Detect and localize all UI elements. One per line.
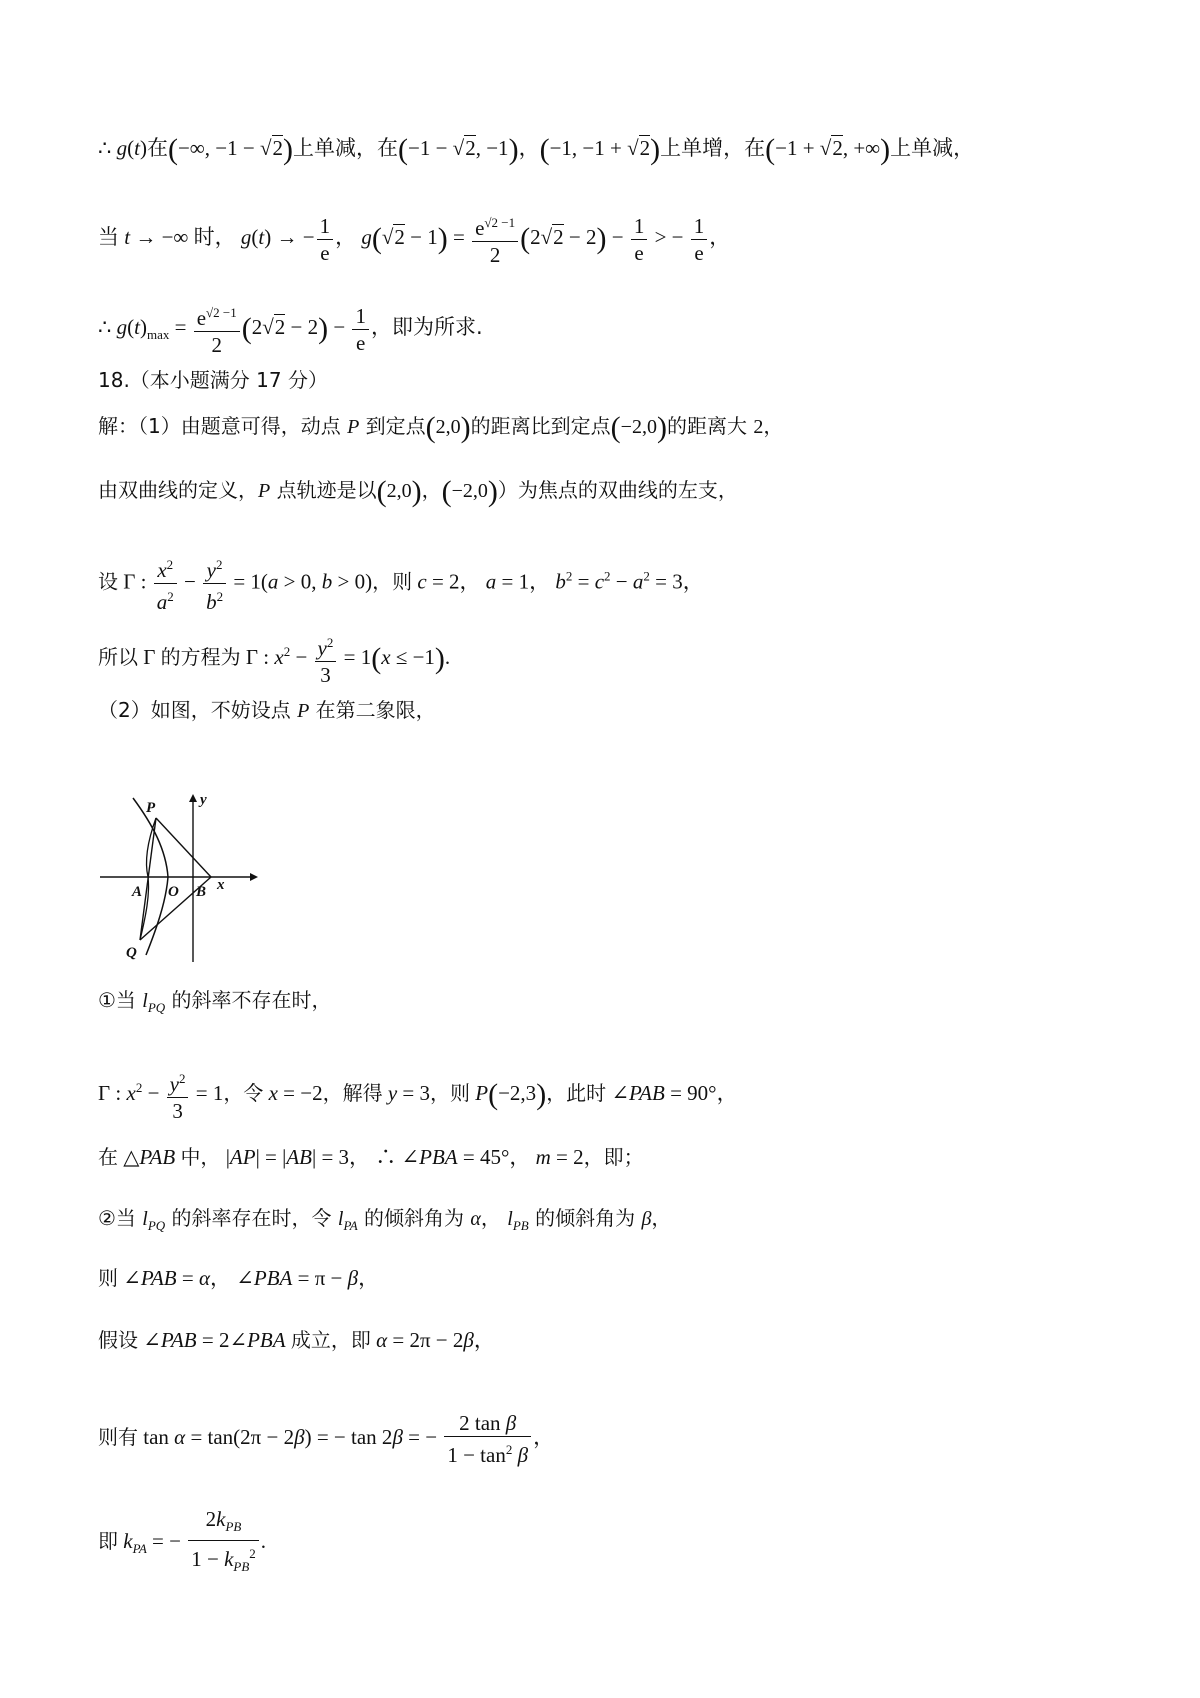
text-line-14: 则 ∠PAB = α， ∠PBA = π − β，: [98, 1266, 380, 1290]
text-line-1: ∴ g(t)在(−∞, −1 − √2)上单减，在(−1 − √2, −1)，(−1, −1 + √2)上单增，在(−1 + √2, +∞)上单减，: [98, 133, 975, 166]
label-q: Q: [126, 945, 137, 961]
y-axis-arrow: [189, 794, 197, 802]
text-line-15: 假设 ∠PAB = 2∠PBA 成立，即 α = 2π − 2β，: [98, 1328, 495, 1352]
text-line-12: 在 △PAB 中， |AP| = |AB| = 3， ∴ ∠PBA = 45°， m = 2，即；: [98, 1145, 644, 1169]
text-line-7: 设 Γ : $\frac{x^2}{a^2}$ − $\frac{y^2}{b^2}$ = 1(a > 0, b > 0)，则 c = 2， a = 1， $b^2 = c^2 - a^2 = 3$，: [98, 552, 704, 615]
label-a: A: [132, 884, 143, 900]
label-y: y: [200, 792, 207, 808]
hyperbola-figure: [98, 790, 258, 965]
text-line-11: Γ : $x^2$ − $\frac{y^2}{3}$ = 1，令 x = −2，解得 y = 3，则 P(−2,3)，此时 ∠PAB = 90°，: [98, 1066, 738, 1124]
text-line-2: 当 t → −∞ 时， g(t) → − $\frac{1}{e}$ ， g(√2 − 1) = $\frac{e^{√2 -1}}{2}$ (2√2 − 2) − $\frac{1}{e}$ > − $\frac{1}{e}$ ，: [98, 210, 730, 268]
label-b: B: [196, 884, 207, 900]
text-line-6: 由双曲线的定义，P 点轨迹是以(2,0)，(−2,0)）为焦点的双曲线的左支，: [98, 475, 738, 508]
segment-pb: [156, 818, 211, 877]
text-line-16: 则有 tan α = tan(2π − 2β) = − tan 2β = − $\frac{\text{2 tan β}}{1 - \tan^2 \beta}$ ，: [98, 1411, 555, 1467]
text-line-9: （2）如图，不妨设点 P 在第二象限，: [98, 698, 436, 722]
label-p: P: [146, 800, 156, 816]
x-axis-arrow: [250, 873, 258, 881]
text-line-17: 即 $k_{PA}$ = − $\frac{2k_{PB}}{1 - k_{PB}^2}$ .: [98, 1507, 267, 1575]
text-line-10: ①当 $l_{PQ}$ 的斜率不存在时，: [98, 988, 332, 1015]
text-line-8: 所以 Γ 的方程为 Γ : $x^2$ − $\frac{y^2}{3}$ = 1(x ≤ −1).: [98, 630, 450, 688]
text-line-13: ②当 $l_{PQ}$ 的斜率存在时，令 $l_{PA}$ 的倾斜角为 α， $l_{PB}$ 的倾斜角为 β，: [98, 1206, 672, 1233]
label-o: O: [168, 884, 179, 900]
text-line-3: ∴ $g(t)_{max}$ = $\frac{e^{√2 -1}}{2}$ (2√2 − 2) − $\frac{1}{e}$ ，即为所求.: [98, 300, 483, 358]
section-heading-18: 18.（本小题满分 17 分）: [98, 368, 328, 392]
text-line-5: 解：（1）由题意可得，动点 P 到定点(2,0)的距离比到定点(−2,0)的距离大 2，: [98, 411, 784, 444]
label-x: x: [217, 877, 225, 893]
